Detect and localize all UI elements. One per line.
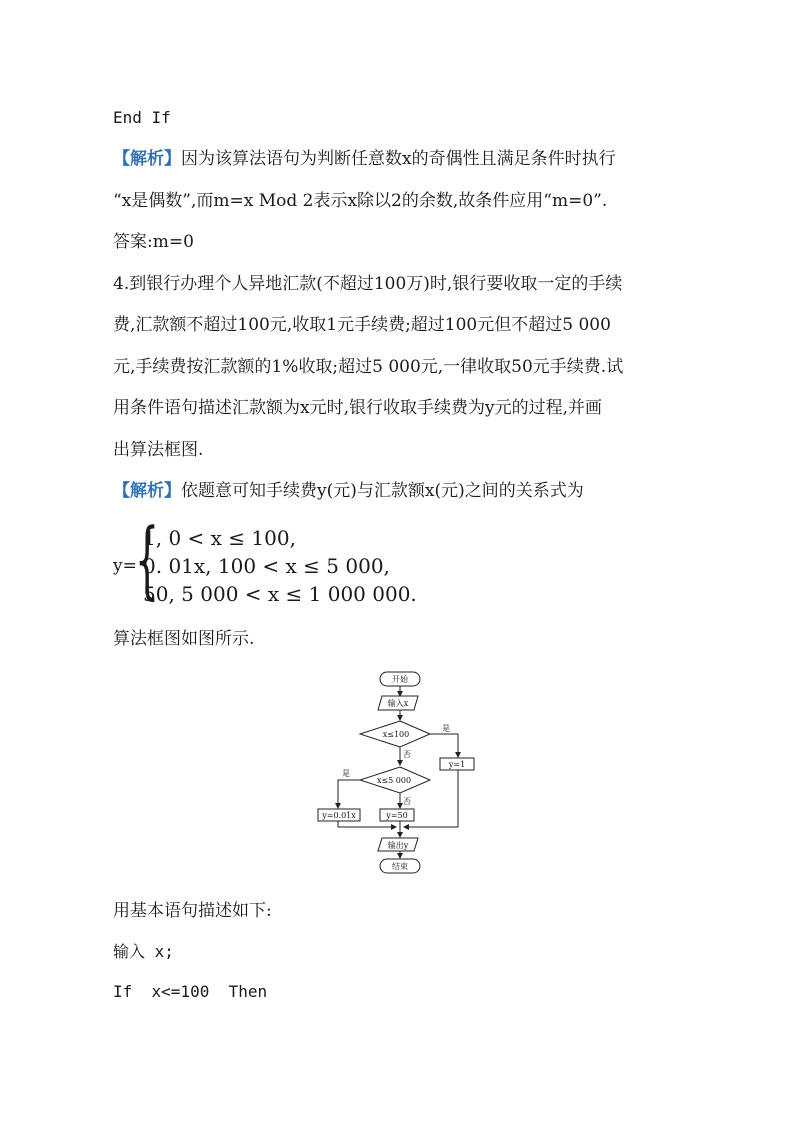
merge-right	[404, 770, 458, 827]
assign-y50-label: y=50	[386, 811, 408, 820]
piecewise-case-2: 0. 01x, 100 < x ≤ 5 000,	[143, 554, 390, 578]
analysis-1-line	[113, 148, 616, 170]
merge-left	[338, 821, 396, 827]
cond2-label: x≤5 000	[376, 776, 412, 785]
analysis-label: 【解析】	[113, 149, 181, 169]
question-4-line-5: 出算法框图.	[113, 440, 204, 460]
no2-label: 否	[403, 797, 411, 806]
piecewise-lhs: y=	[113, 556, 137, 576]
input-statement-line: 输入 x;	[113, 942, 174, 961]
cond1-label: x≤100	[382, 730, 410, 739]
analysis-label-2: 【解析】	[113, 481, 181, 501]
yes2-label: 是	[342, 769, 350, 778]
output-label: 输出y	[387, 841, 409, 850]
analysis-2-line	[113, 480, 584, 502]
analysis-text-2: 依题意可知手续费y(元)与汇款额x(元)之间的关系式为	[181, 481, 584, 501]
yes-branch-1	[430, 734, 458, 757]
no1-label: 否	[403, 750, 411, 759]
question-4-line-2: 费,汇款额不超过100元,收取1元手续费;超过100元但不超过5 000	[113, 315, 611, 335]
question-4-line-4: 用条件语句描述汇款额为x元时,银行收取手续费为y元的过程,并画	[113, 398, 602, 418]
yes1-label: 是	[442, 724, 450, 733]
question-4-line-3: 元,手续费按汇款额的1%收取;超过5 000元,一律收取50元手续费.试	[113, 357, 624, 377]
yes-branch-2	[338, 780, 360, 808]
input-label: 输入x	[387, 699, 409, 708]
if-statement-line: If x<=100 Then	[113, 982, 268, 1001]
end-label: 结束	[392, 862, 408, 871]
piecewise-case-1: 1, 0 < x ≤ 100,	[143, 526, 296, 550]
analysis-1-line-2: “x是偶数”,而m=x Mod 2表示x除以2的余数,故条件应用“m=0”.	[113, 191, 608, 211]
basic-statements-line: 用基本语句描述如下:	[113, 901, 272, 921]
assign-y1-label: y=1	[448, 760, 466, 769]
assign-y001x-label: y=0.01x	[322, 811, 356, 820]
piecewise-function	[113, 510, 533, 608]
start-label: 开始	[392, 675, 408, 684]
chart-intro-line: 算法框图如图所示.	[113, 629, 255, 649]
end-if-line: End If	[113, 108, 171, 127]
analysis-text: 因为该算法语句为判断任意数x的奇偶性且满足条件时执行	[181, 149, 616, 169]
piecewise-case-3: 50, 5 000 < x ≤ 1 000 000.	[143, 582, 417, 606]
question-4-line-1: 4.到银行办理个人异地汇款(不超过100万)时,银行要收取一定的手续	[113, 274, 623, 294]
algorithm-flowchart	[300, 665, 500, 875]
answer-line: 答案:m=0	[113, 232, 194, 252]
left-brace: {	[135, 510, 160, 608]
